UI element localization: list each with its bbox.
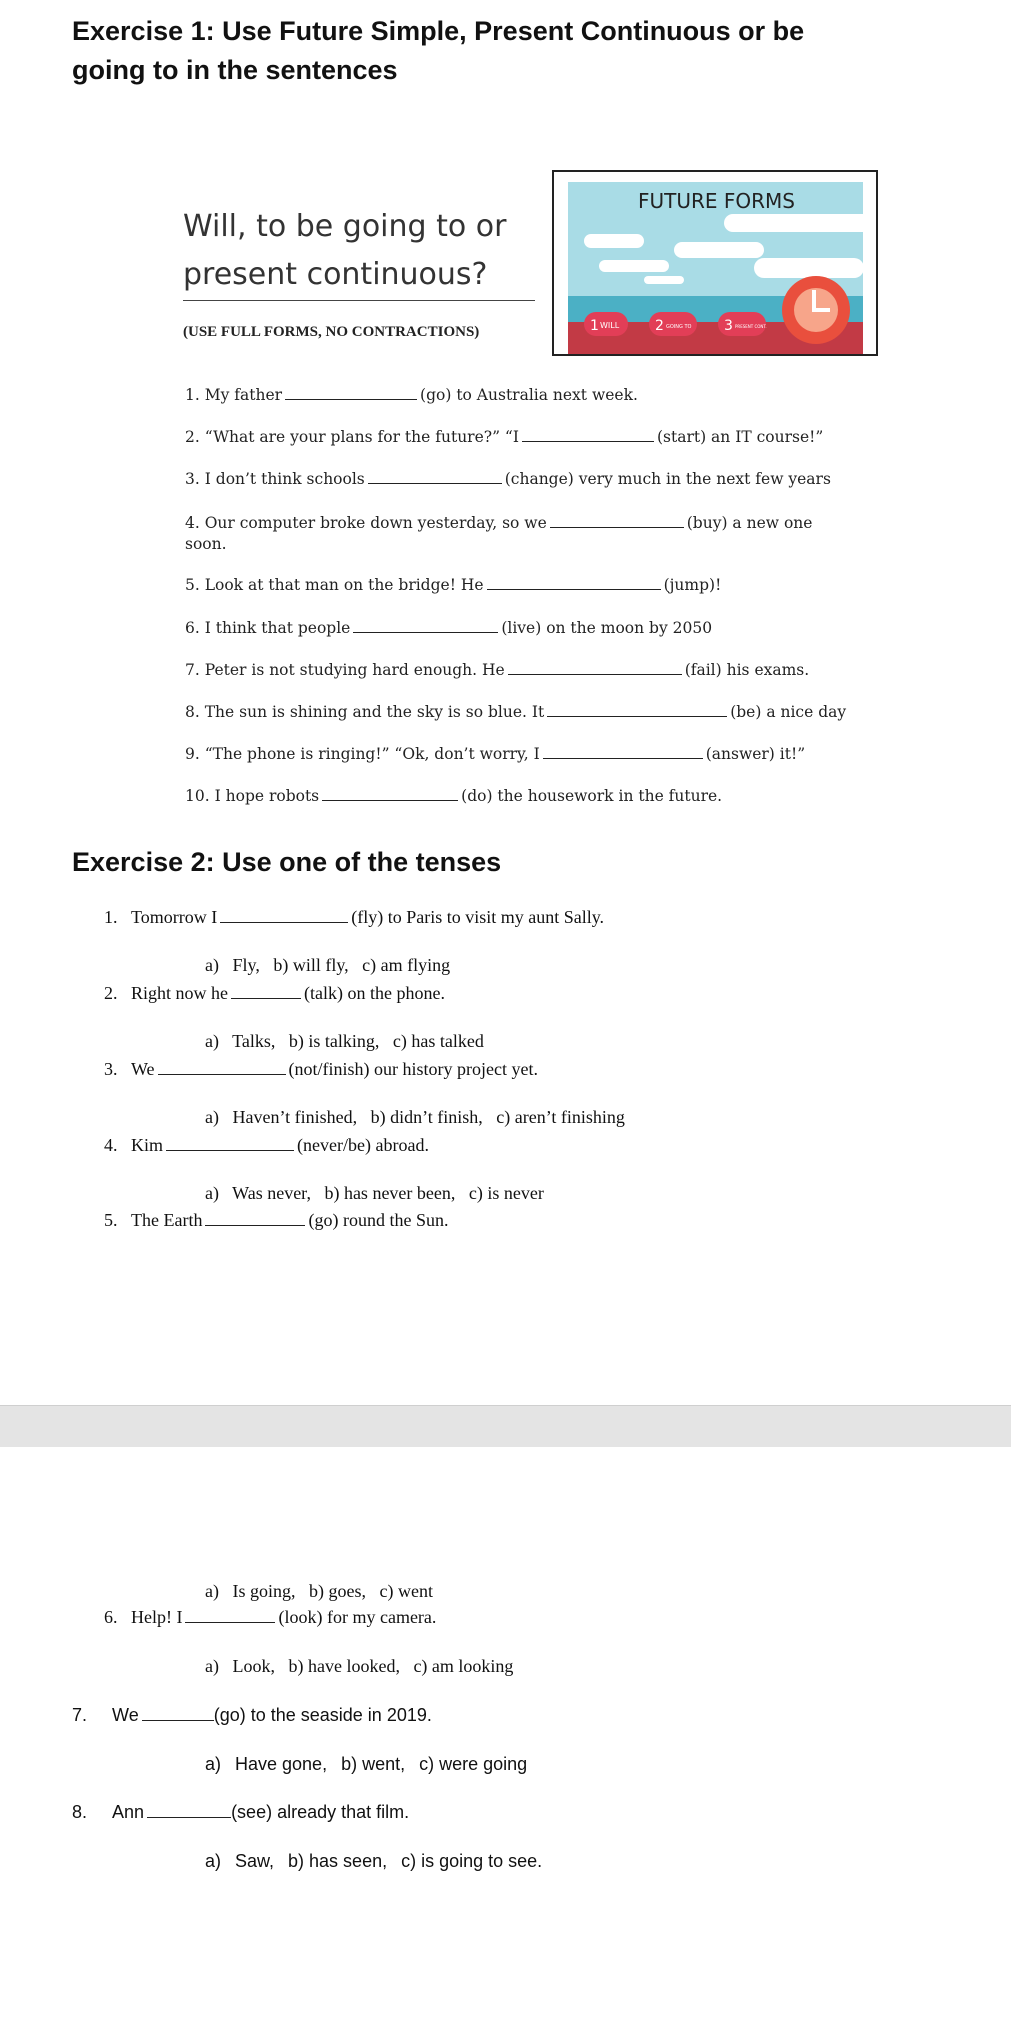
page-break xyxy=(0,1405,1011,1447)
ex1-item-1-text: 1. My father xyxy=(185,386,283,404)
ex2-question-3 xyxy=(104,1059,538,1080)
ex2-q4-blank[interactable] xyxy=(166,1136,294,1151)
ex2-q4-number: 4. xyxy=(104,1135,118,1155)
ex2-q7-hint: (go) to the seaside in 2019. xyxy=(213,1705,432,1725)
exercise1-title-line1: Exercise 1: Use Future Simple, Present Continuous or be xyxy=(72,16,805,46)
ex2-q6-blank[interactable] xyxy=(185,1608,275,1623)
future-forms-banner-art xyxy=(554,172,876,354)
ex1-item-4-continued: soon. xyxy=(185,535,227,553)
ex1-item-2-blank[interactable] xyxy=(522,427,654,442)
ex1-item-4-blank[interactable] xyxy=(550,513,684,528)
ex1-item-6 xyxy=(185,618,712,637)
ex2-q1-text: Tomorrow I xyxy=(131,907,218,927)
ex1-item-10-blank[interactable] xyxy=(322,786,458,801)
ex1-item-3 xyxy=(185,469,831,488)
ex2-options-4: a) Was never, b) has never been, c) is never xyxy=(205,1183,544,1203)
ex2-options-1: a) Fly, b) will fly, c) am flying xyxy=(205,955,451,975)
worksheet-title-line1: Will, to be going to or xyxy=(183,209,507,244)
ex2-q1-number: 1. xyxy=(104,907,118,927)
exercise2-title: Exercise 2: Use one of the tenses xyxy=(72,847,502,877)
badge2-number: 2 xyxy=(655,318,664,334)
ex2-q2-hint: (talk) on the phone. xyxy=(304,983,445,1003)
ex2-q6-hint: (look) for my camera. xyxy=(278,1607,437,1627)
ex1-item-4-hint: (buy) a new one xyxy=(686,514,813,532)
ex2-question-4 xyxy=(104,1135,429,1156)
ex1-item-6-text: 6. I think that people xyxy=(185,619,351,637)
ex2-q3-number: 3. xyxy=(104,1059,118,1079)
ex1-item-8-hint: (be) a nice day xyxy=(730,703,847,721)
title-rule xyxy=(183,300,535,301)
badge3-label: PRESENT CONT. xyxy=(735,324,767,329)
ex2-q2-number: 2. xyxy=(104,983,118,1003)
ex1-item-4-text: 4. Our computer broke down yesterday, so we xyxy=(185,514,547,532)
ex2-options-3: a) Haven’t finished, b) didn’t finish, c) aren’t finishing xyxy=(205,1107,625,1127)
ex1-item-5-blank[interactable] xyxy=(487,575,661,590)
ex2-question-1 xyxy=(104,907,604,928)
ex2-q5-hint: (go) round the Sun. xyxy=(308,1210,449,1230)
ex2-q3-hint: (not/finish) our history project yet. xyxy=(288,1059,538,1079)
ex2-q8-blank[interactable] xyxy=(147,1803,231,1818)
ex2-options-8: a) Saw, b) has seen, c) is going to see. xyxy=(205,1851,543,1871)
ex2-options-5: a) Is going, b) goes, c) went xyxy=(205,1581,433,1601)
ex2-q7-number: 7. xyxy=(72,1705,88,1725)
ex2-q7-blank[interactable] xyxy=(142,1706,214,1721)
banner-title: FUTURE FORMS xyxy=(638,189,795,213)
ex2-q7-text: We xyxy=(112,1705,139,1725)
ex1-item-9-text: 9. “The phone is ringing!” “Ok, don’t worry, I xyxy=(185,745,540,763)
ex1-item-1-hint: (go) to Australia next week. xyxy=(420,386,638,404)
ex1-item-1-blank[interactable] xyxy=(285,385,417,400)
ex2-q3-text: We xyxy=(131,1059,155,1079)
ex1-item-2-text: 2. “What are your plans for the future?” “I xyxy=(185,428,519,446)
ex1-item-7-blank[interactable] xyxy=(508,660,682,675)
badge2-label: GOING TO xyxy=(666,324,692,330)
ex1-item-6-hint: (live) on the moon by 2050 xyxy=(501,619,713,637)
ex2-question-8 xyxy=(72,1802,409,1823)
ex2-q6-number: 6. xyxy=(104,1607,118,1627)
ex2-q8-text: Ann xyxy=(112,1802,145,1822)
ex1-item-10-hint: (do) the housework in the future. xyxy=(461,787,723,805)
ex1-item-2-hint: (start) an IT course!” xyxy=(656,428,824,446)
ex2-options-7: a) Have gone, b) went, c) were going xyxy=(205,1754,528,1774)
ex2-question-6 xyxy=(104,1607,436,1628)
ex2-q5-blank[interactable] xyxy=(205,1211,305,1226)
ex2-q4-hint: (never/be) abroad. xyxy=(297,1135,429,1155)
ex2-q2-blank[interactable] xyxy=(231,984,301,999)
ex1-item-7-text: 7. Peter is not studying hard enough. He xyxy=(185,661,505,679)
ex1-item-1 xyxy=(185,385,638,404)
ex1-item-5-hint: (jump)! xyxy=(663,576,722,594)
ex1-item-7 xyxy=(185,660,809,679)
ex1-item-7-hint: (fail) his exams. xyxy=(684,661,810,679)
ex1-item-9-hint: (answer) it!” xyxy=(705,745,806,763)
ex1-item-8 xyxy=(185,702,846,721)
ex1-item-2 xyxy=(185,427,823,446)
instruction-note: (USE FULL FORMS, NO CONTRACTIONS) xyxy=(183,324,480,340)
ex2-q2-text: Right now he xyxy=(131,983,228,1003)
ex2-q1-hint: (fly) to Paris to visit my aunt Sally. xyxy=(351,907,605,927)
future-forms-banner xyxy=(552,170,878,356)
exercise1-title-line2: going to in the sentences xyxy=(72,55,398,85)
badge3-number: 3 xyxy=(724,318,733,334)
ex2-question-2 xyxy=(104,983,445,1004)
ex1-item-10-text: 10. I hope robots xyxy=(185,787,320,805)
ex2-q8-number: 8. xyxy=(72,1802,88,1822)
ex2-options-6: a) Look, b) have looked, c) am looking xyxy=(205,1656,514,1676)
ex1-item-5 xyxy=(185,575,721,594)
ex1-item-3-text: 3. I don’t think schools xyxy=(185,470,365,488)
ex2-q5-number: 5. xyxy=(104,1210,118,1230)
ex2-question-5 xyxy=(104,1210,448,1231)
badge1-label: WILL xyxy=(600,321,620,330)
ex2-q4-text: Kim xyxy=(131,1135,164,1155)
ex1-item-4 xyxy=(185,513,812,532)
ex2-q6-text: Help! I xyxy=(131,1607,183,1627)
worksheet-title-line2: present continuous? xyxy=(183,257,488,292)
ex2-q8-hint: (see) already that film. xyxy=(231,1802,410,1822)
ex2-question-7 xyxy=(72,1705,432,1726)
ex2-q3-blank[interactable] xyxy=(158,1060,286,1075)
ex1-item-6-blank[interactable] xyxy=(353,618,498,633)
ex1-item-9-blank[interactable] xyxy=(543,744,703,759)
ex1-item-10 xyxy=(185,786,722,805)
ex2-options-2: a) Talks, b) is talking, c) has talked xyxy=(205,1031,484,1051)
ex2-q5-text: The Earth xyxy=(131,1210,203,1230)
ex1-item-8-blank[interactable] xyxy=(547,702,727,717)
ex1-item-3-blank[interactable] xyxy=(368,469,502,484)
ex1-item-9 xyxy=(185,744,805,763)
ex1-item-5-text: 5. Look at that man on the bridge! He xyxy=(185,576,484,594)
badge1-number: 1 xyxy=(590,318,599,334)
ex1-item-8-text: 8. The sun is shining and the sky is so blue. It xyxy=(185,703,545,721)
ex2-q1-blank[interactable] xyxy=(220,908,348,923)
ex1-item-3-hint: (change) very much in the next few years xyxy=(504,470,831,488)
